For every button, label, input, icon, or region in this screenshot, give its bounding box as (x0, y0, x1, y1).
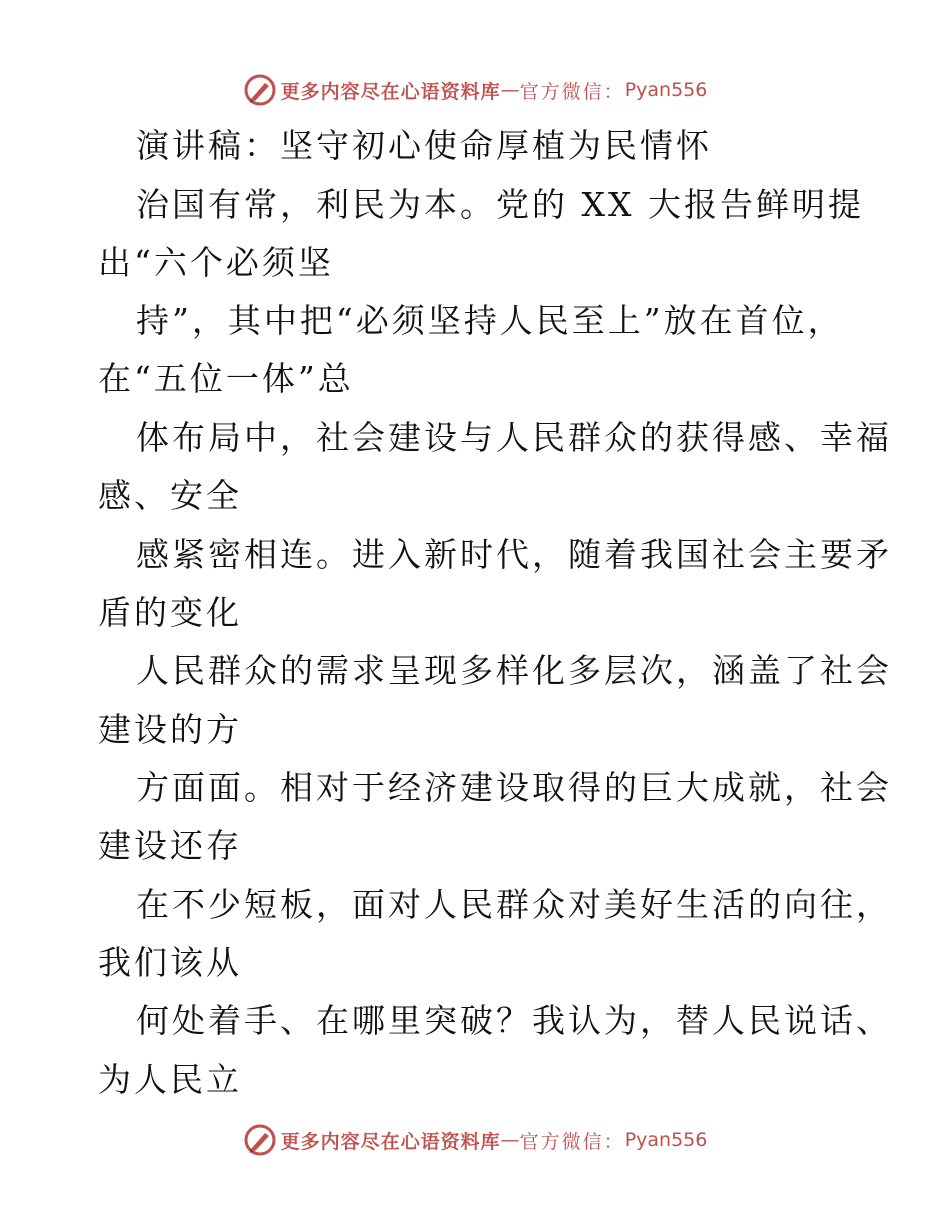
text-line: 建设的方 (98, 710, 242, 749)
pen-circle-logo-icon (243, 1123, 277, 1157)
text-line: 出“六个必须坚 (98, 243, 334, 282)
text-line: 盾的变化 (98, 593, 242, 632)
watermark-wechat-id: Pyan556 (624, 79, 708, 101)
text-line: 方面面。相对于经济建设取得的巨大成就，社会 (136, 768, 892, 807)
watermark-dash: — (500, 1129, 520, 1151)
text-line: 何处着手、在哪里突破？我认为，替人民说话、 (136, 1001, 892, 1040)
footer-watermark (0, 1120, 950, 1160)
text-line: 在“五位一体”总 (98, 359, 354, 398)
text-line: 人民群众的需求呈现多样化多层次，涵盖了社会 (136, 651, 892, 690)
text-line: 在不少短板，面对人民群众对美好生活的向往， (136, 885, 892, 924)
text-line: 治国有常，利民为本。党的 XX 大报告鲜明提 (136, 185, 864, 224)
text-line: 体布局中，社会建设与人民群众的获得感、幸福 (136, 418, 892, 457)
text-line: 我们该从 (98, 943, 242, 982)
text-line: 为人民立 (98, 1060, 242, 1099)
text-line: 感、安全 (98, 476, 242, 515)
watermark-wechat-id: Pyan556 (624, 1129, 708, 1151)
watermark-brand: 更多内容尽在心语资料库 (280, 1130, 501, 1153)
document-title: 演讲稿：坚守初心使命厚植为民情怀 (136, 126, 712, 165)
watermark-dash: — (500, 79, 520, 101)
watermark-brand: 更多内容尽在心语资料库 (280, 80, 501, 103)
text-line: 建设还存 (98, 826, 242, 865)
text-line: 持”，其中把“必须坚持人民至上”放在首位， (136, 301, 844, 340)
watermark-wechat-label: 官方微信： (519, 80, 625, 103)
watermark-wechat-label: 官方微信： (519, 1130, 625, 1153)
text-line: 感紧密相连。进入新时代，随着我国社会主要矛 (136, 535, 892, 574)
